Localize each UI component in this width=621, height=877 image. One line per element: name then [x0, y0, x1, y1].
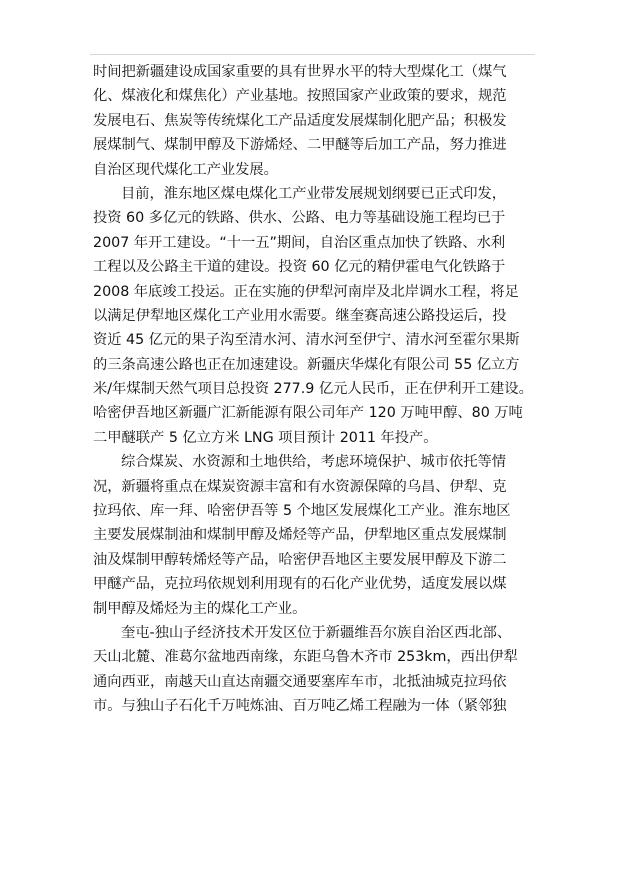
text-line: 况，新疆将重点在煤炭资源丰富和有水资源保障的乌昌、伊犁、克 — [93, 478, 507, 495]
text-line: 制甲醇及烯烃为主的煤化工产业。 — [93, 600, 307, 617]
text-line: 目前，淮东地区煤电煤化工产业带发展规划纲要已正式印发， — [121, 185, 506, 202]
text-line: 奎屯-独山子经济技术开发区位于新疆维吾尔族自治区西北部、 — [121, 624, 512, 641]
text-line: 2008 年底竣工投运。正在实施的伊犁河南岸及北岸调水工程，将足 — [93, 283, 519, 300]
text-line: 市。与独山子石化千万吨炼油、百万吨乙烯工程融为一体（紧邻独 — [93, 698, 507, 715]
header-rule — [90, 54, 535, 55]
text-line: 的三条高速公路也正在加速建设。新疆庆华煤化有限公司 55 亿立方 — [93, 356, 520, 373]
paragraph-3 — [93, 450, 543, 621]
paragraph-2 — [93, 182, 543, 450]
text-line: 哈密伊吾地区新疆广汇新能源有限公司年产 120 万吨甲醇、80 万吨 — [93, 405, 523, 422]
text-line: 2007 年开工建设。“十一五”期间，自治区重点加快了铁路、水利 — [93, 234, 506, 251]
text-line: 综合煤炭、水资源和土地供给，考虑环境保护、城市依托等情 — [121, 454, 506, 471]
text-line: 资近 45 亿元的果子沟至清水河、清水河至伊宁、清水河至霍尔果斯 — [93, 332, 520, 349]
text-line: 投资 60 多亿元的铁路、供水、公路、电力等基础设施工程均已于 — [93, 210, 506, 227]
text-line: 工程以及公路主干道的建设。投资 60 亿元的精伊霍电气化铁路于 — [93, 259, 506, 276]
body-text — [93, 60, 543, 719]
text-line: 油及煤制甲醇转烯烃等产品，哈密伊吾地区主要发展甲醇及下游二 — [93, 551, 507, 568]
paragraph-1 — [93, 60, 543, 182]
paragraph-4 — [93, 621, 543, 719]
text-line: 二甲醚联产 5 亿立方米 LNG 项目预计 2011 年投产。 — [93, 429, 438, 446]
text-line: 以满足伊犁地区煤化工产业用水需要。继奎赛高速公路投运后，投 — [93, 307, 507, 324]
text-line: 通向西亚，南越天山直达南疆交通要塞库车市，北抵油城克拉玛依 — [93, 673, 507, 690]
text-line: 甲醚产品，克拉玛依规划利用现有的石化产业优势，适度发展以煤 — [93, 576, 507, 593]
text-line: 化、煤液化和煤焦化）产业基地。按照国家产业政策的要求，规范 — [93, 88, 507, 105]
text-line: 发展电石、焦炭等传统煤化工产品适度发展煤制化肥产品；积极发 — [93, 112, 507, 129]
text-line: 主要发展煤制油和煤制甲醇及烯烃等产品，伊犁地区重点发展煤制 — [93, 527, 507, 544]
text-line: 时间把新疆建设成国家重要的具有世界水平的特大型煤化工（煤气 — [93, 64, 507, 80]
text-line: 自治区现代煤化工产业发展。 — [93, 161, 278, 178]
text-line: 展煤制气、煤制甲醇及下游烯烃、二甲醚等后加工产品，努力推进 — [93, 137, 507, 154]
text-line: 拉玛依、库一拜、哈密伊吾等 5 个地区发展煤化工产业。淮东地区 — [93, 503, 511, 520]
text-line: 米/年煤制天然气项目总投资 277.9 亿元人民币，正在伊利开工建设。 — [93, 381, 533, 398]
text-line: 天山北麓、准葛尔盆地西南缘，东距乌鲁木齐市 253km，西出伊犁 — [93, 649, 518, 666]
